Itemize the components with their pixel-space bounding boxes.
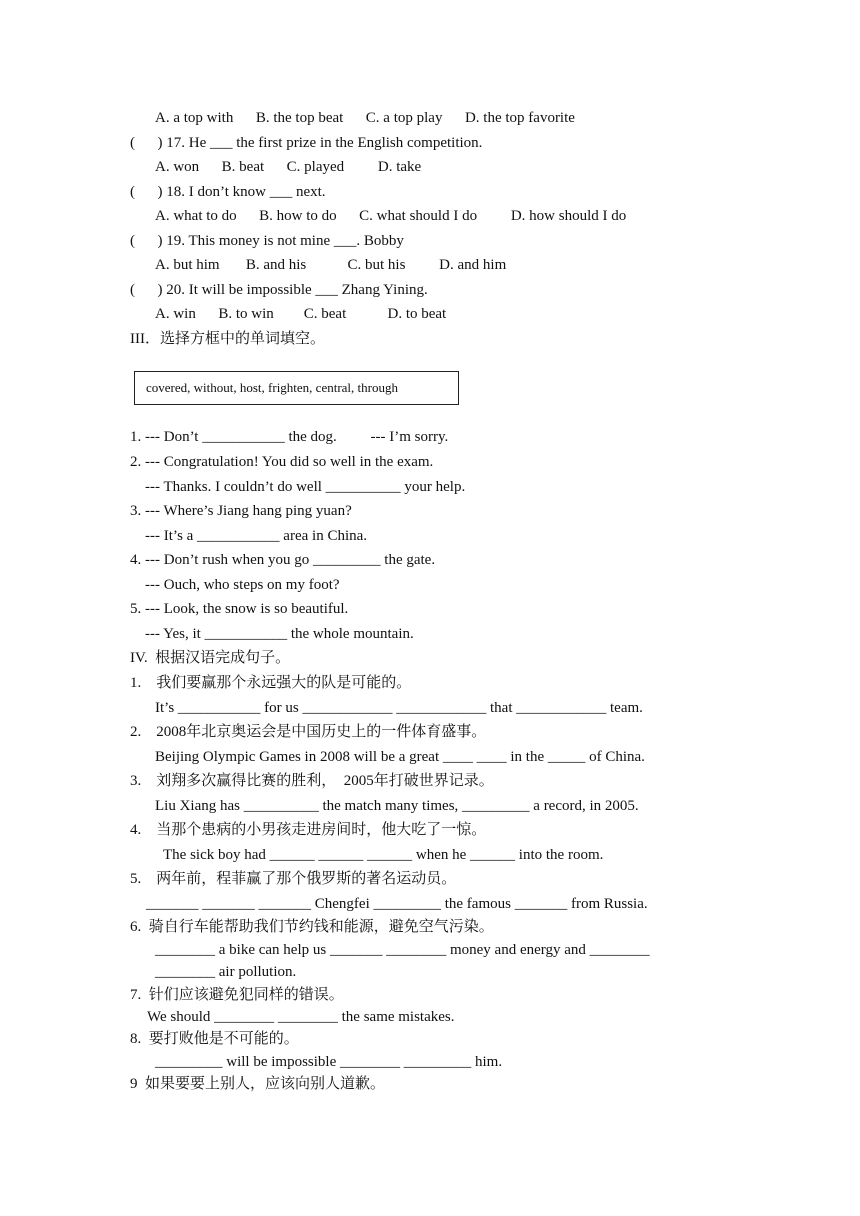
translation-answer: It’s ___________ for us ____________ ____________ that ____________ team. xyxy=(155,700,643,716)
translation-prompt: 4. 当那个患病的小男孩走进房间时，他大吃了一惊。 xyxy=(130,822,487,838)
translation-prompt: 2. 2008年北京奥运会是中国历史上的一件体育盛事。 xyxy=(130,724,487,740)
translation-answer: Liu Xiang has __________ the match many times, _________ a record, in 2005. xyxy=(155,798,639,814)
translation-prompt: 5. 两年前，程菲赢了那个俄罗斯的著名运动员。 xyxy=(130,871,457,887)
section4-heading: IV. 根据汉语完成句子。 xyxy=(130,650,291,666)
q20-question: ( ) 20. It will be impossible ___ Zhang Yining. xyxy=(130,282,428,298)
translation-answer: _______ _______ _______ Chengfei _________ the famous _______ from Russia. xyxy=(146,896,648,912)
translation-prompt: 3. 刘翔多次赢得比赛的胜利， 2005年打破世界记录。 xyxy=(130,773,494,789)
q19-options: A. but him B. and his C. but his D. and him xyxy=(155,257,507,273)
q19-question: ( ) 19. This money is not mine ___. Bobby xyxy=(130,233,404,249)
translation-prompt: 1. 我们要赢那个永远强大的队是可能的。 xyxy=(130,675,412,691)
fill-line: 1. --- Don’t ___________ the dog. --- I’m sorry. xyxy=(130,429,449,445)
translation-answer: _________ will be impossible ________ _________ him. xyxy=(155,1054,503,1070)
q16-options: A. a top with B. the top beat C. a top play D. the top favorite xyxy=(155,110,575,126)
translation-answer: We should ________ ________ the same mistakes. xyxy=(147,1009,455,1025)
fill-line: 5. --- Look, the snow is so beautiful. xyxy=(130,601,349,617)
fill-line: 3. --- Where’s Jiang hang ping yuan? xyxy=(130,503,352,519)
q20-options: A. win B. to win C. beat D. to beat xyxy=(155,306,447,322)
fill-line: --- Thanks. I couldn’t do well __________ your help. xyxy=(130,479,466,495)
word-box xyxy=(134,371,459,405)
section3-heading: III．选择方框中的单词填空。 xyxy=(130,331,325,347)
translation-answer: The sick boy had ______ ______ ______ when he ______ into the room. xyxy=(163,847,604,863)
q17-options: A. won B. beat C. played D. take xyxy=(155,159,422,175)
translation-prompt: 7. 针们应该避免犯同样的错误。 xyxy=(130,987,344,1003)
translation-prompt: 9 如果要要上别人，应该向别人道歉。 xyxy=(130,1076,386,1092)
translation-answer: Beijing Olympic Games in 2008 will be a great ____ ____ in the _____ of China. xyxy=(155,749,645,765)
q18-options: A. what to do B. how to do C. what should I do D. how should I do xyxy=(155,208,627,224)
q18-question: ( ) 18. I don’t know ___ next. xyxy=(130,184,326,200)
translation-prompt: 6. 骑自行车能帮助我们节约钱和能源，避免空气污染。 xyxy=(130,919,494,935)
fill-line: --- Ouch, who steps on my foot? xyxy=(130,577,340,593)
word-box-text: covered, without, host, frighten, central, through xyxy=(146,380,398,395)
translation-answer: ________ a bike can help us _______ ________ money and energy and ________ xyxy=(155,942,650,958)
fill-line: --- Yes, it ___________ the whole mountain. xyxy=(130,626,414,642)
q17-question: ( ) 17. He ___ the first prize in the English competition. xyxy=(130,135,483,151)
translation-prompt: 8. 要打败他是不可能的。 xyxy=(130,1031,299,1047)
fill-line: 2. --- Congratulation! You did so well in the exam. xyxy=(130,454,434,470)
fill-line: --- It’s a ___________ area in China. xyxy=(130,528,368,544)
translation-answer: ________ air pollution. xyxy=(155,964,297,980)
fill-line: 4. --- Don’t rush when you go _________ the gate. xyxy=(130,552,436,568)
